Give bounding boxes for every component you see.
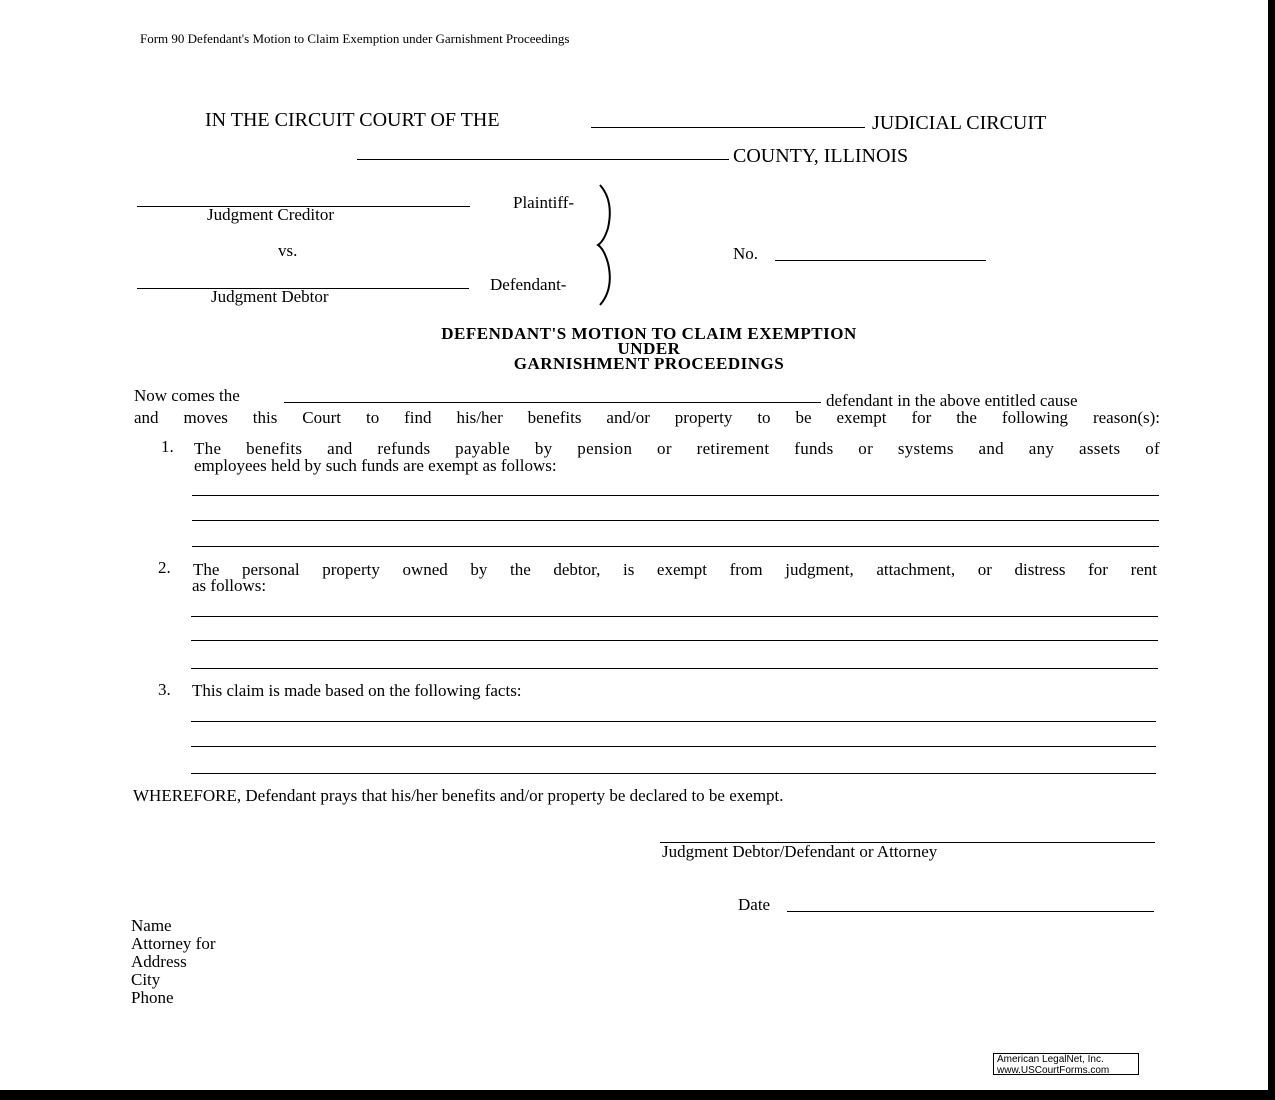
publisher-name: American LegalNet, Inc.: [997, 1054, 1104, 1065]
item1-line1: The benefits and refunds payable by pension or retirement funds or systems and any assets of: [194, 439, 1160, 458]
title-line2: UNDER: [617, 339, 681, 358]
item1-answer-line-1[interactable]: [192, 495, 1159, 496]
item3-answer-line-2[interactable]: [191, 746, 1156, 747]
date-label: Date: [738, 895, 771, 914]
title-line3: GARNISHMENT PROCEEDINGS: [513, 354, 785, 373]
item2-answer-line-3[interactable]: [191, 668, 1158, 669]
attorney-for-label: Attorney for: [131, 934, 216, 953]
court-line1-prefix: IN THE CIRCUIT COURT OF THE: [205, 109, 500, 131]
date-blank[interactable]: [787, 911, 1154, 912]
item1-number: 1.: [161, 437, 174, 456]
intro-line2: and moves this Court to find his/her benefits and/or property to be exempt for the following reason(s):: [134, 408, 1160, 427]
item1-answer-line-2[interactable]: [192, 520, 1159, 521]
form-header: Form 90 Defendant's Motion to Claim Exemption under Garnishment Proceedings: [140, 31, 570, 46]
item1-line2: employees held by such funds are exempt as follows:: [194, 456, 557, 475]
publisher-badge: [993, 1053, 1139, 1075]
item2-answer-line-2[interactable]: [191, 640, 1158, 641]
attorney-address-label: Address: [131, 952, 187, 971]
vs-label: vs.: [278, 241, 298, 260]
item2-line2: as follows:: [192, 576, 267, 595]
wherefore-clause: WHEREFORE, Defendant prays that his/her benefits and/or property be declared to be exempt.: [133, 786, 784, 805]
court-line1-suffix: JUDICIAL CIRCUIT: [872, 112, 1047, 134]
court-line2-suffix: COUNTY, ILLINOIS: [733, 145, 909, 167]
creditor-label: Judgment Creditor: [207, 205, 335, 224]
attorney-phone-label: Phone: [131, 988, 174, 1007]
defendant-label: Defendant-: [490, 275, 567, 294]
attorney-name-label: Name: [131, 916, 172, 935]
county-blank[interactable]: [357, 159, 729, 160]
debtor-label: Judgment Debtor: [211, 287, 329, 306]
item1-answer-line-3[interactable]: [192, 546, 1159, 547]
case-number-label: No.: [733, 244, 759, 263]
caption-brace: [596, 183, 622, 307]
case-number-blank[interactable]: [775, 260, 986, 261]
item2-line1: The personal property owned by the debtor, is exempt from judgment, attachment, or distress for rent: [193, 560, 1157, 579]
intro-prefix: Now comes the: [134, 386, 240, 405]
attorney-city-label: City: [131, 970, 161, 989]
item3-number: 3.: [158, 680, 171, 699]
item2-answer-line-1[interactable]: [191, 616, 1158, 617]
item3-answer-line-3[interactable]: [191, 773, 1156, 774]
item3-answer-line-1[interactable]: [191, 721, 1156, 722]
plaintiff-label: Plaintiff-: [513, 193, 575, 212]
judicial-circuit-blank[interactable]: [591, 127, 865, 128]
item3-line1: This claim is made based on the following facts:: [192, 681, 522, 700]
title-line1: DEFENDANT'S MOTION TO CLAIM EXEMPTION: [441, 324, 857, 343]
signature-label: Judgment Debtor/Defendant or Attorney: [662, 842, 938, 861]
publisher-url[interactable]: www.USCourtForms.com: [997, 1065, 1110, 1076]
intro-suffix: defendant in the above entitled cause: [826, 391, 1078, 410]
item2-number: 2.: [158, 558, 171, 577]
defendant-name-blank[interactable]: [284, 402, 821, 403]
